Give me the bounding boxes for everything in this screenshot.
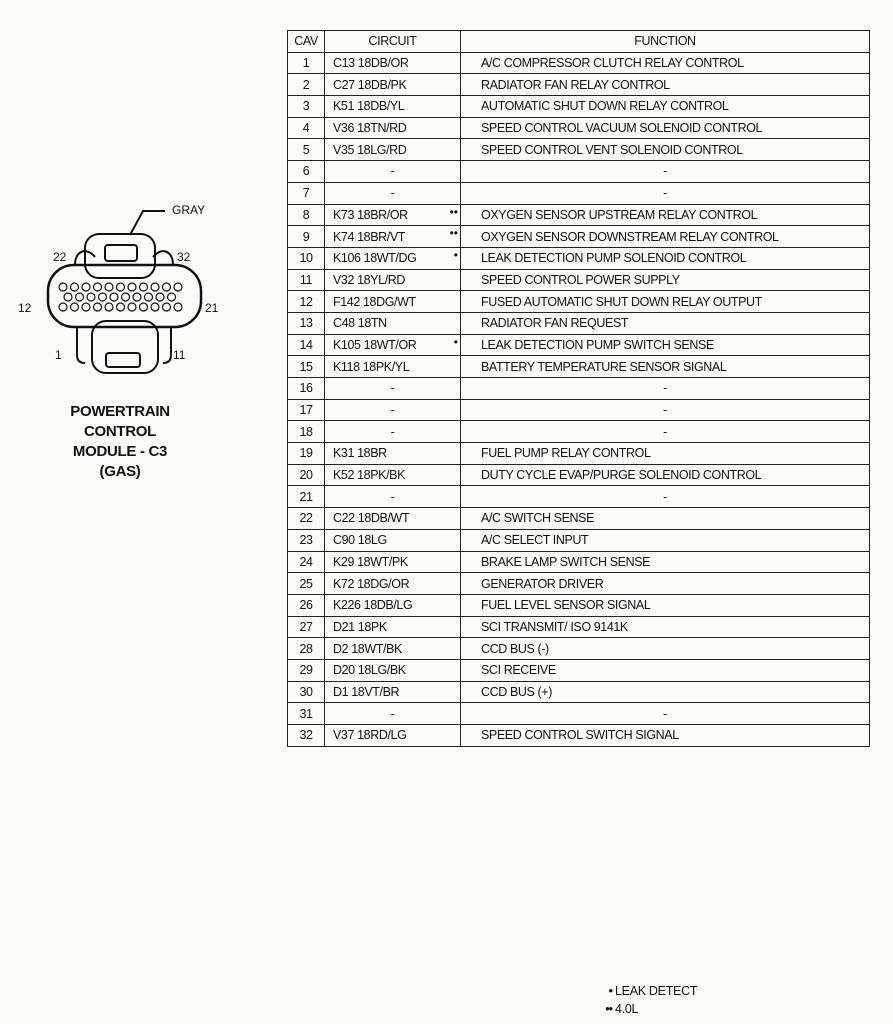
table-row [288, 117, 870, 139]
cav-cell: 3 [288, 96, 325, 118]
module-caption [50, 402, 190, 482]
function-cell: FUEL LEVEL SENSOR SIGNAL [461, 594, 870, 616]
cav-cell: 18 [288, 421, 325, 443]
pin-holes [59, 283, 182, 311]
table-row [288, 399, 870, 421]
table-row [288, 247, 870, 269]
table-row [288, 96, 870, 118]
circuit-text: K118 18PK/YL [333, 359, 410, 374]
circuit-text: K51 18DB/YL [333, 99, 405, 114]
circuit-cell [325, 573, 461, 595]
circuit-cell [325, 182, 461, 204]
pin-hole [87, 293, 95, 301]
pin-hole [117, 283, 125, 291]
cav-cell: 31 [288, 703, 325, 725]
cav-cell: 1 [288, 52, 325, 74]
legend-item [596, 982, 697, 1000]
pin-hole [145, 293, 153, 301]
table-row [288, 312, 870, 334]
table-row [288, 573, 870, 595]
circuit-text: - [390, 186, 395, 201]
cav-cell: 20 [288, 464, 325, 486]
circuit-cell [325, 96, 461, 118]
circuit-cell [325, 117, 461, 139]
pin-hole [151, 303, 159, 311]
table-row [288, 616, 870, 638]
circuit-cell [325, 464, 461, 486]
cav-cell: 14 [288, 334, 325, 356]
pin-hole [117, 303, 125, 311]
note-marker: • [453, 334, 458, 349]
pin-hole [174, 283, 182, 291]
header-function: FUNCTION [461, 31, 870, 53]
circuit-cell [325, 139, 461, 161]
cav-cell: 24 [288, 551, 325, 573]
function-cell: LEAK DETECTION PUMP SOLENOID CONTROL [461, 247, 870, 269]
pin-label-22: 22 [53, 250, 67, 264]
circuit-text: K52 18PK/BK [333, 468, 406, 483]
pin-hole [71, 283, 79, 291]
function-cell: RADIATOR FAN REQUEST [461, 312, 870, 334]
pin-hole [128, 283, 136, 291]
circuit-cell [325, 334, 461, 356]
table-header-row [288, 31, 870, 53]
cav-cell: 25 [288, 573, 325, 595]
cav-cell: 32 [288, 725, 325, 747]
circuit-text: K29 18WT/PK [333, 554, 408, 569]
table-row [288, 269, 870, 291]
circuit-text: - [390, 164, 395, 179]
pin-hole [82, 303, 90, 311]
function-cell: - [461, 703, 870, 725]
function-cell: SPEED CONTROL SWITCH SIGNAL [461, 725, 870, 747]
circuit-text: D2 18WT/BK [333, 641, 402, 656]
function-cell: OXYGEN SENSOR DOWNSTREAM RELAY CONTROL [461, 226, 870, 248]
legend-item [596, 1000, 697, 1018]
circuit-text: V36 18TN/RD [333, 121, 407, 136]
legend-label: 4.0L [615, 1002, 639, 1016]
connector-drawing [15, 195, 235, 390]
table-row [288, 52, 870, 74]
function-cell: CCD BUS (+) [461, 681, 870, 703]
circuit-cell [325, 247, 461, 269]
table-row [288, 421, 870, 443]
table-row [288, 638, 870, 660]
table-row [288, 139, 870, 161]
pin-hole [76, 293, 84, 301]
table-row [288, 356, 870, 378]
circuit-cell [325, 616, 461, 638]
function-cell: - [461, 161, 870, 183]
table-row [288, 204, 870, 226]
circuit-text: D1 18VT/BR [333, 684, 400, 699]
circuit-cell [325, 161, 461, 183]
circuit-cell [325, 421, 461, 443]
function-cell: A/C COMPRESSOR CLUTCH RELAY CONTROL [461, 52, 870, 74]
pin-hole [82, 283, 90, 291]
function-cell: LEAK DETECTION PUMP SWITCH SENSE [461, 334, 870, 356]
function-cell: DUTY CYCLE EVAP/PURGE SOLENOID CONTROL [461, 464, 870, 486]
function-cell: FUEL PUMP RELAY CONTROL [461, 443, 870, 465]
table-row [288, 725, 870, 747]
pin-hole [99, 293, 107, 301]
pin-hole [59, 303, 67, 311]
pin-hole [105, 303, 113, 311]
circuit-text: - [390, 424, 395, 439]
legend [596, 982, 697, 1018]
legend-symbol: •• [605, 1002, 612, 1016]
color-label: GRAY [172, 203, 206, 217]
circuit-text: K31 18BR [333, 446, 387, 461]
table-row [288, 551, 870, 573]
cav-cell: 4 [288, 117, 325, 139]
table-row [288, 443, 870, 465]
cav-cell: 26 [288, 594, 325, 616]
table-row [288, 681, 870, 703]
function-cell: A/C SELECT INPUT [461, 529, 870, 551]
circuit-cell [325, 52, 461, 74]
circuit-text: - [390, 403, 395, 418]
cav-cell: 6 [288, 161, 325, 183]
circuit-text: K226 18DB/LG [333, 598, 413, 613]
function-cell: - [461, 486, 870, 508]
function-cell: - [461, 399, 870, 421]
circuit-cell [325, 659, 461, 681]
function-cell: - [461, 182, 870, 204]
cav-cell: 8 [288, 204, 325, 226]
cav-cell: 17 [288, 399, 325, 421]
circuit-cell [325, 356, 461, 378]
pin-hole [156, 293, 164, 301]
legend-symbol: • [608, 984, 612, 998]
pin-label-12: 12 [18, 301, 32, 315]
table-row [288, 529, 870, 551]
circuit-cell [325, 486, 461, 508]
function-cell: A/C SWITCH SENSE [461, 508, 870, 530]
pin-hole [133, 293, 141, 301]
pin-hole [140, 283, 148, 291]
pin-hole [151, 283, 159, 291]
function-cell: SPEED CONTROL VENT SOLENOID CONTROL [461, 139, 870, 161]
circuit-cell [325, 551, 461, 573]
pin-hole [174, 303, 182, 311]
table-row [288, 378, 870, 400]
circuit-text: C90 18LG [333, 533, 387, 548]
pinout-table [287, 30, 870, 747]
function-cell: BATTERY TEMPERATURE SENSOR SIGNAL [461, 356, 870, 378]
circuit-text: - [390, 381, 395, 396]
circuit-text: - [390, 489, 395, 504]
function-cell: SCI RECEIVE [461, 659, 870, 681]
circuit-text: V32 18YL/RD [333, 272, 406, 287]
cav-cell: 2 [288, 74, 325, 96]
cav-cell: 13 [288, 312, 325, 334]
table-row [288, 182, 870, 204]
circuit-text: F142 18DG/WT [333, 294, 416, 309]
pin-hole [163, 303, 171, 311]
caption-line: (GAS) [99, 463, 141, 480]
note-marker: • [453, 247, 458, 262]
connector-diagram [15, 195, 235, 390]
circuit-text: D20 18LG/BK [333, 663, 406, 678]
function-cell: - [461, 421, 870, 443]
circuit-text: D21 18PK [333, 619, 387, 634]
cav-cell: 11 [288, 269, 325, 291]
table-row [288, 659, 870, 681]
function-cell: BRAKE LAMP SWITCH SENSE [461, 551, 870, 573]
circuit-cell [325, 529, 461, 551]
circuit-text: K73 18BR/OR [333, 207, 408, 222]
circuit-text: C48 18TN [333, 316, 387, 331]
pin-hole [128, 303, 136, 311]
table-row [288, 594, 870, 616]
circuit-text: V35 18LG/RD [333, 142, 407, 157]
function-cell: OXYGEN SENSOR UPSTREAM RELAY CONTROL [461, 204, 870, 226]
cav-cell: 16 [288, 378, 325, 400]
table-row [288, 334, 870, 356]
pin-hole [64, 293, 72, 301]
cav-cell: 12 [288, 291, 325, 313]
cav-cell: 9 [288, 226, 325, 248]
pin-label-21: 21 [205, 301, 219, 315]
table-row [288, 161, 870, 183]
table-row [288, 508, 870, 530]
function-cell: CCD BUS (-) [461, 638, 870, 660]
circuit-text: K105 18WT/OR [333, 337, 417, 352]
circuit-cell [325, 594, 461, 616]
function-cell: GENERATOR DRIVER [461, 573, 870, 595]
header-cav: CAV [288, 31, 325, 53]
table-row [288, 74, 870, 96]
pin-hole [163, 283, 171, 291]
function-cell: AUTOMATIC SHUT DOWN RELAY CONTROL [461, 96, 870, 118]
circuit-text: C27 18DB/PK [333, 77, 407, 92]
circuit-cell [325, 443, 461, 465]
note-marker: •• [449, 226, 458, 241]
table-body [288, 52, 870, 746]
cav-cell: 30 [288, 681, 325, 703]
circuit-cell [325, 638, 461, 660]
pin-hole [122, 293, 130, 301]
cav-cell: 19 [288, 443, 325, 465]
function-cell: - [461, 378, 870, 400]
circuit-text: V37 18RD/LG [333, 728, 407, 743]
circuit-cell [325, 291, 461, 313]
cav-cell: 27 [288, 616, 325, 638]
cav-cell: 21 [288, 486, 325, 508]
table-row [288, 291, 870, 313]
circuit-cell [325, 681, 461, 703]
cav-cell: 7 [288, 182, 325, 204]
cav-cell: 29 [288, 659, 325, 681]
cav-cell: 23 [288, 529, 325, 551]
pin-hole [94, 283, 102, 291]
circuit-cell [325, 378, 461, 400]
circuit-cell [325, 269, 461, 291]
pin-label-1: 1 [55, 348, 62, 362]
function-cell: FUSED AUTOMATIC SHUT DOWN RELAY OUTPUT [461, 291, 870, 313]
circuit-cell [325, 508, 461, 530]
circuit-cell [325, 204, 461, 226]
cav-cell: 5 [288, 139, 325, 161]
pin-hole [168, 293, 176, 301]
cav-cell: 10 [288, 247, 325, 269]
table-row [288, 703, 870, 725]
circuit-cell [325, 74, 461, 96]
circuit-text: K74 18BR/VT [333, 229, 406, 244]
circuit-cell [325, 703, 461, 725]
function-cell: SPEED CONTROL POWER SUPPLY [461, 269, 870, 291]
pin-label-11: 11 [173, 348, 186, 362]
circuit-cell [325, 399, 461, 421]
pin-hole [71, 303, 79, 311]
table-row [288, 464, 870, 486]
caption-line: POWERTRAIN [70, 403, 170, 420]
pin-hole [140, 303, 148, 311]
pin-hole [105, 283, 113, 291]
pin-hole [59, 283, 67, 291]
function-cell: RADIATOR FAN RELAY CONTROL [461, 74, 870, 96]
legend-label: LEAK DETECT [615, 984, 698, 998]
pin-hole [94, 303, 102, 311]
header-circuit: CIRCUIT [325, 31, 461, 53]
pin-hole [110, 293, 118, 301]
cav-cell: 28 [288, 638, 325, 660]
circuit-text: K106 18WT/DG [333, 251, 417, 266]
function-cell: SCI TRANSMIT/ ISO 9141K [461, 616, 870, 638]
cav-cell: 15 [288, 356, 325, 378]
circuit-text: K72 18DG/OR [333, 576, 410, 591]
function-cell: SPEED CONTROL VACUUM SOLENOID CONTROL [461, 117, 870, 139]
caption-line: MODULE - C3 [72, 443, 168, 460]
note-marker: •• [449, 204, 458, 219]
cav-cell: 22 [288, 508, 325, 530]
circuit-text: C22 18DB/WT [333, 511, 410, 526]
caption-line: CONTROL [83, 423, 157, 440]
circuit-text: - [390, 706, 395, 721]
circuit-cell [325, 312, 461, 334]
table-row [288, 486, 870, 508]
circuit-cell [325, 725, 461, 747]
circuit-text: C13 18DB/OR [333, 56, 409, 71]
table-row [288, 226, 870, 248]
circuit-cell [325, 226, 461, 248]
pin-label-32: 32 [177, 250, 191, 264]
